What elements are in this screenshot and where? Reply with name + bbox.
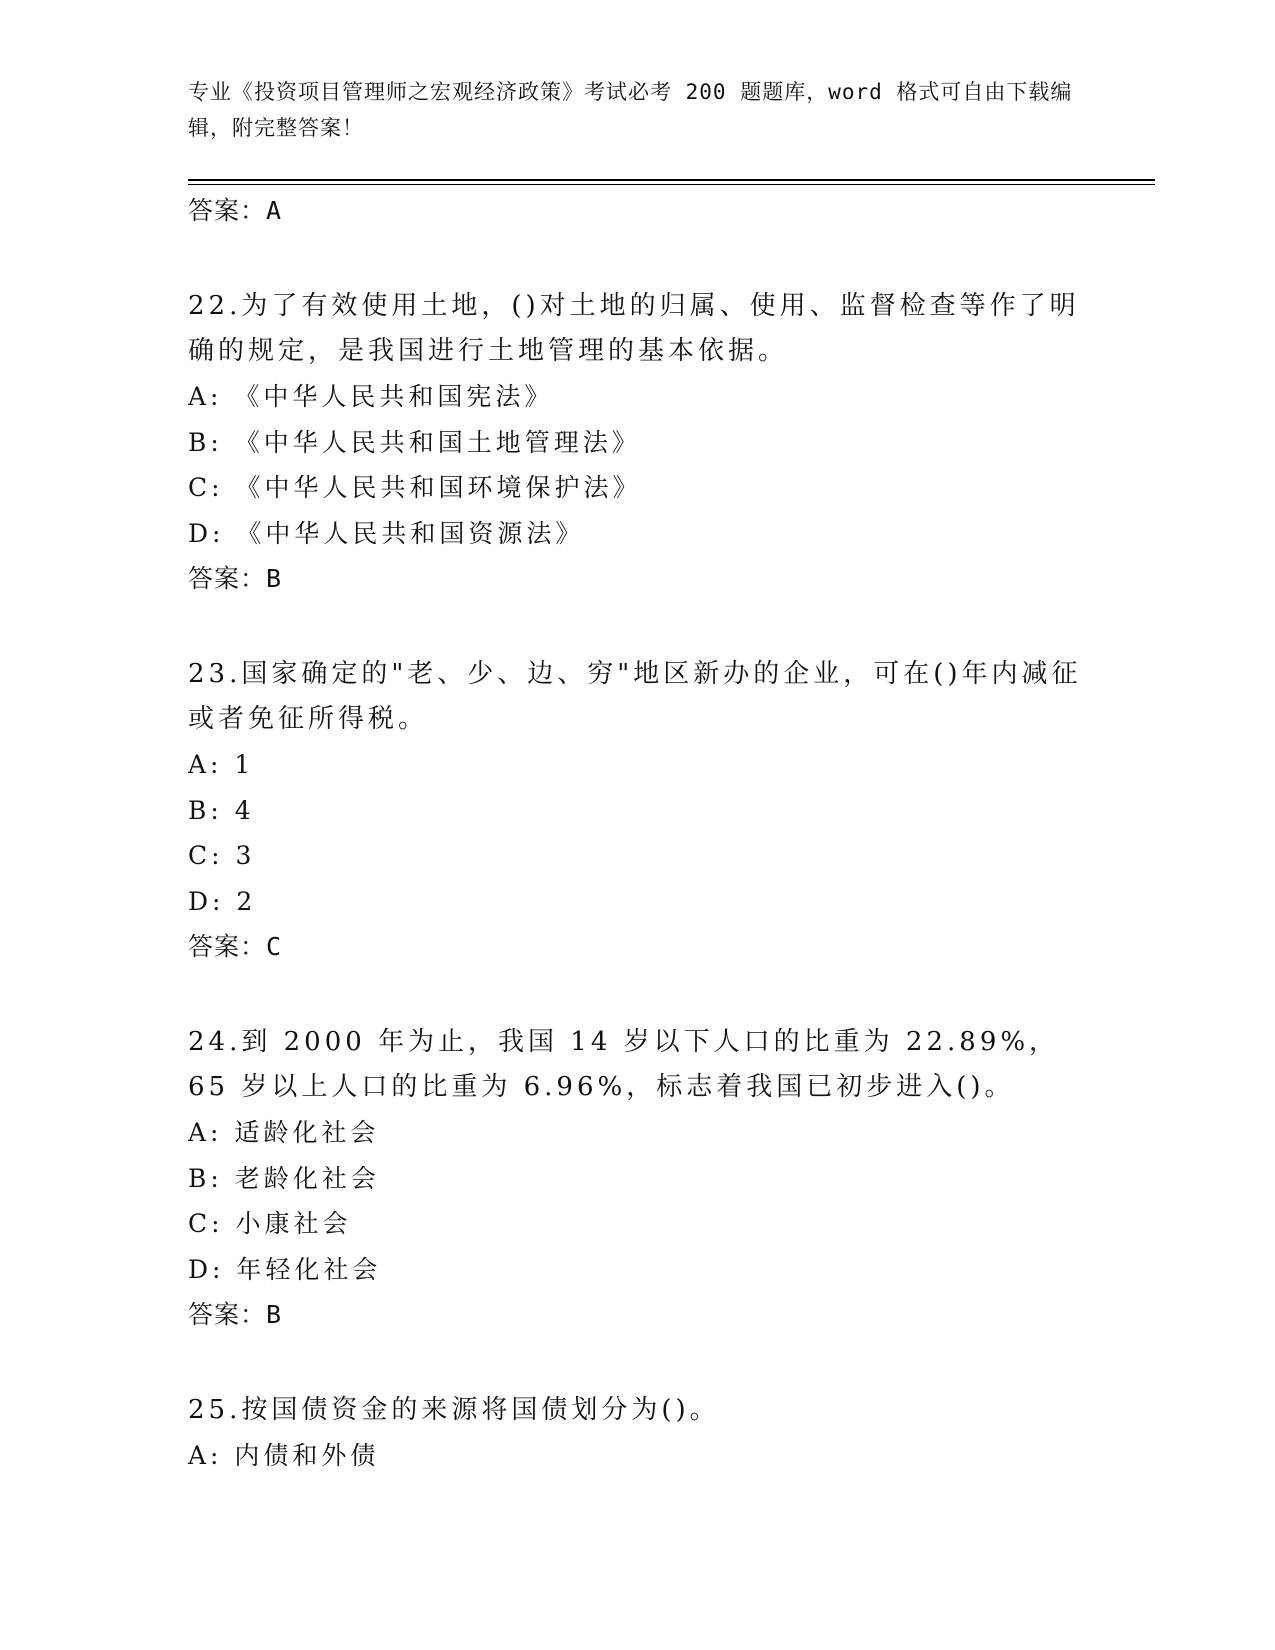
question-text: 22.为了有效使用土地，()对土地的归属、使用、监督检查等作了明确的规定，是我国进行土地管理的基本依据。 [188,291,1080,366]
question-block [188,652,1088,970]
option-d: D: 2 [188,886,257,916]
header-rule-thin [188,184,1155,185]
option-a: A: 1 [188,750,255,779]
option-b: B: 4 [188,795,255,825]
option-a: A: 内债和外债 [188,1441,380,1470]
document-header: 专业《投资项目管理师之宏观经济政策》考试必考 200 题题库，word 格式可自由下载编辑，附完整答案！ [188,80,1073,140]
question-block [188,284,1088,602]
option-a: A: 《中华人民共和国宪法》 [188,382,554,411]
option-b: B: 老龄化社会 [188,1163,380,1193]
question-text: 24.到 2000 年为止，我国 14 岁以下人口的比重为 22.89%，65 岁以上人口的比重为 6.96%，标志着我国已初步进入()。 [188,1027,1060,1102]
answer-line: 答案：A [188,196,283,225]
option-c: C: 《中华人民共和国环境保护法》 [188,473,642,502]
question-list [188,188,1088,1479]
header-rule-thick [188,179,1155,181]
option-d: D: 年轻化社会 [188,1254,382,1284]
question-block [188,1388,1088,1479]
option-c: C: 小康社会 [188,1209,352,1238]
option-a: A: 适龄化社会 [188,1118,380,1147]
question-block [188,1020,1088,1338]
answer-line: 答案：C [188,932,283,961]
answer-line: 答案：B [188,1300,283,1329]
option-b: B: 《中华人民共和国土地管理法》 [188,427,641,457]
question-text: 23.国家确定的"老、少、边、穷"地区新办的企业，可在()年内减征或者免征所得税。 [188,659,1082,734]
option-c: C: 3 [188,841,256,870]
answer-line: 答案：B [188,564,283,593]
option-d: D: 《中华人民共和国资源法》 [188,518,585,548]
question-text: 25.按国债资金的来源将国债划分为()。 [188,1395,720,1425]
